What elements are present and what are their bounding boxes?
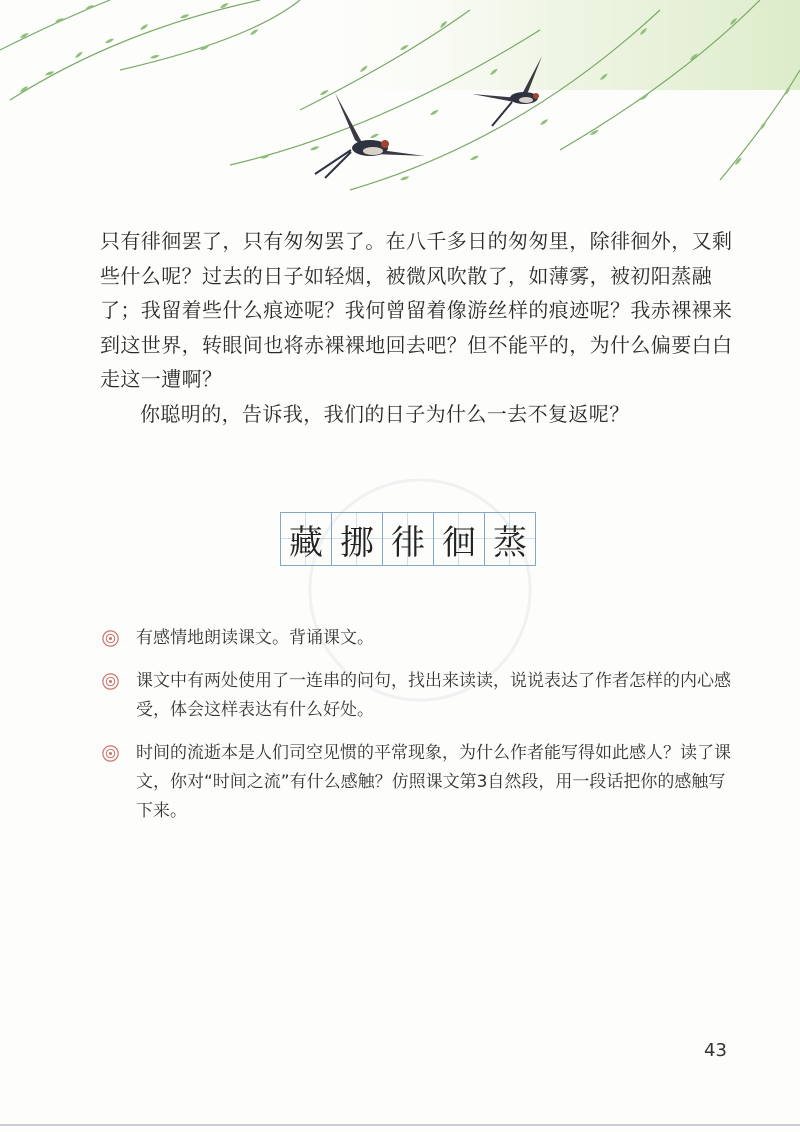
flower-bullet-icon bbox=[102, 630, 119, 647]
passage-paragraph: 只有徘徊罢了，只有匆匆罢了。在八千多日的匆匆里，除徘徊外，又剩些什么呢？过去的日子如轻烟，被微风吹散了，如薄雾，被初阳蒸融了；我留着些什么痕迹呢？我何曾留着像游丝样的痕迹呢？我赤裸裸来到这世界，转眼间也将赤裸裸地回去吧？但不能平的，为什么偏要白白走这一遭啊？ bbox=[100, 229, 733, 391]
exercise-item bbox=[100, 739, 740, 826]
lesson-passage bbox=[100, 224, 740, 431]
exercise-item bbox=[100, 667, 740, 725]
flower-bullet-icon bbox=[102, 673, 119, 690]
character-cell: 徘 bbox=[383, 513, 434, 565]
exercise-text: 时间的流逝本是人们司空见惯的平常现象，为什么作者能写得如此感人？读了课文，你对“时间之流”有什么感触？仿照课文第3自然段，用一段话把你的感触写下来。 bbox=[136, 743, 731, 821]
character-cell: 挪 bbox=[332, 513, 383, 565]
page-number: 43 bbox=[704, 1040, 727, 1061]
new-characters-grid bbox=[280, 512, 536, 566]
exercise-item bbox=[100, 624, 740, 653]
passage-paragraph: 你聪明的，告诉我，我们的日子为什么一去不复返呢？ bbox=[140, 401, 630, 426]
exercise-text: 有感情地朗读课文。背诵课文。 bbox=[136, 628, 374, 648]
exercise-text: 课文中有两处使用了一连串的问句，找出来读读，说说表达了作者怎样的内心感受，体会这样表达有什么好处。 bbox=[136, 671, 731, 720]
flower-bullet-icon bbox=[102, 745, 119, 762]
character-cell: 徊 bbox=[434, 513, 485, 565]
willow-swallow-illustration bbox=[0, 0, 800, 200]
swallow-left bbox=[315, 93, 425, 178]
exercise-list bbox=[100, 624, 740, 840]
page-bottom-edge bbox=[0, 1124, 800, 1126]
character-cell: 蒸 bbox=[485, 513, 535, 565]
character-cell: 藏 bbox=[281, 513, 332, 565]
